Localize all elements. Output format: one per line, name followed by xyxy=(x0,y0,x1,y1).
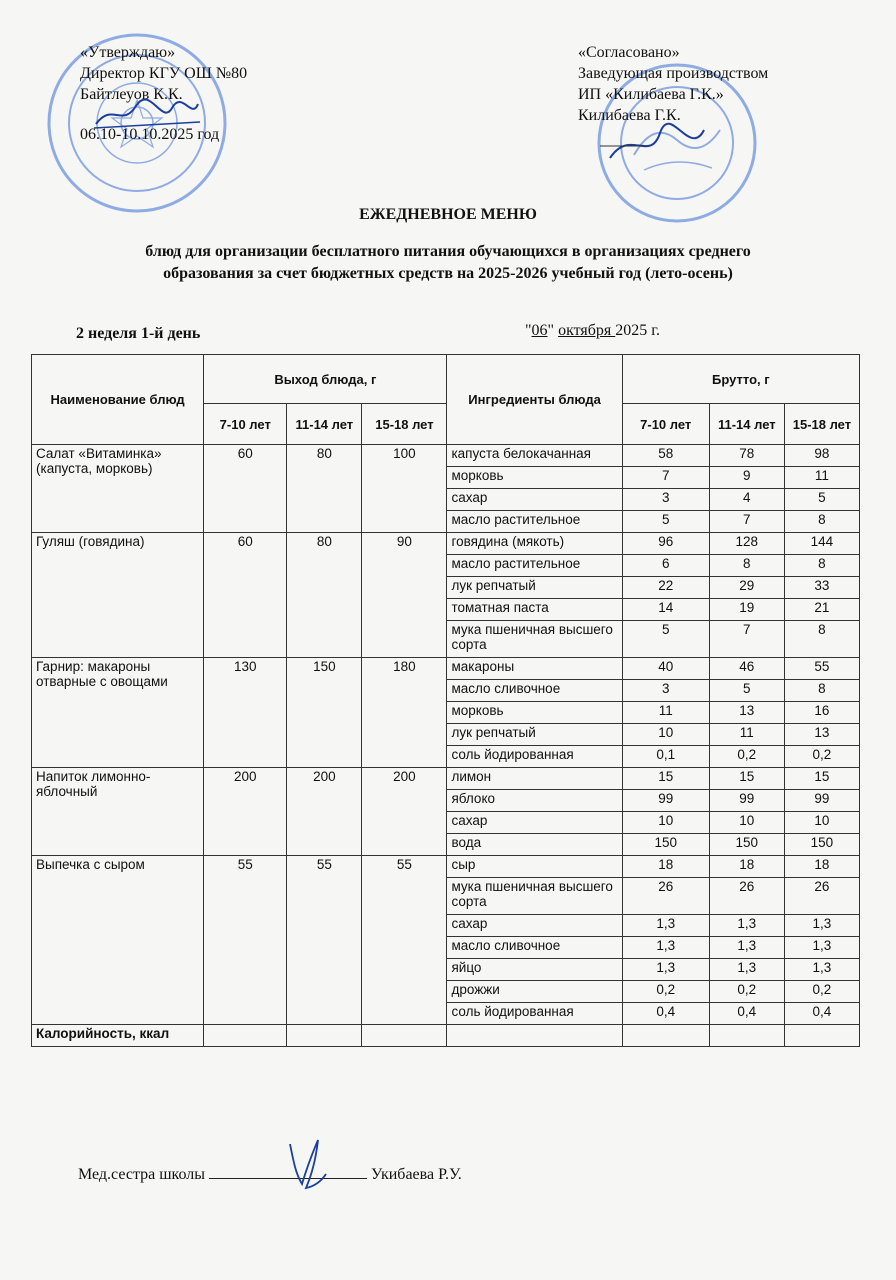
gross-value: 7 xyxy=(622,467,709,489)
date-year: 2025 г. xyxy=(615,322,661,339)
table-row xyxy=(32,658,860,680)
gross-value: 0,2 xyxy=(784,981,859,1003)
dish-output-value: 200 xyxy=(204,768,287,856)
ingredient-name: капуста белокачанная xyxy=(447,445,622,467)
dish-name: Выпечка с сыром xyxy=(32,856,204,1025)
gross-value: 7 xyxy=(709,621,784,658)
subtitle-line-1: блюд для организации бесплатного питания обучающихся в организациях среднего xyxy=(145,243,751,260)
gross-value: 26 xyxy=(709,878,784,915)
gross-value: 5 xyxy=(622,511,709,533)
dish-output-value: 150 xyxy=(287,658,362,768)
ingredient-name: вода xyxy=(447,834,622,856)
gross-value: 1,3 xyxy=(622,937,709,959)
gross-value: 0,2 xyxy=(709,981,784,1003)
gross-value: 8 xyxy=(784,680,859,702)
table-row xyxy=(32,856,860,878)
ingredient-name: сахар xyxy=(447,812,622,834)
calories-row xyxy=(32,1025,860,1047)
gross-value: 3 xyxy=(622,680,709,702)
nurse-name: Укибаева Р.У. xyxy=(371,1166,462,1183)
gross-value: 22 xyxy=(622,577,709,599)
gross-value: 0,2 xyxy=(709,746,784,768)
gross-value: 8 xyxy=(709,555,784,577)
gross-value: 9 xyxy=(709,467,784,489)
calories-cell xyxy=(204,1025,287,1047)
dish-output-value: 60 xyxy=(204,533,287,658)
ingredient-name: мука пшеничная высшего сорта xyxy=(447,621,622,658)
agreement-block xyxy=(578,42,768,126)
ingredient-name: яблоко xyxy=(447,790,622,812)
ingredient-name: говядина (мякоть) xyxy=(447,533,622,555)
date-month: октября xyxy=(558,322,616,339)
gross-value: 1,3 xyxy=(784,959,859,981)
gross-value: 5 xyxy=(622,621,709,658)
dish-name: Напиток лимонно-яблочный xyxy=(32,768,204,856)
gross-value: 1,3 xyxy=(784,915,859,937)
dish-name: Салат «Витаминка» (капуста, морковь) xyxy=(32,445,204,533)
gross-value: 10 xyxy=(622,812,709,834)
dish-output-value: 130 xyxy=(204,658,287,768)
dish-output-value: 180 xyxy=(362,658,447,768)
gross-value: 18 xyxy=(709,856,784,878)
header-out-age-7-10: 7-10 лет xyxy=(204,404,287,445)
gross-value: 13 xyxy=(784,724,859,746)
gross-value: 58 xyxy=(622,445,709,467)
gross-value: 18 xyxy=(622,856,709,878)
gross-value: 6 xyxy=(622,555,709,577)
gross-value: 40 xyxy=(622,658,709,680)
header-gross: Брутто, г xyxy=(622,355,859,404)
gross-value: 1,3 xyxy=(622,959,709,981)
director-signature xyxy=(92,98,202,132)
date-day: 06 xyxy=(531,322,548,339)
gross-value: 21 xyxy=(784,599,859,621)
gross-value: 150 xyxy=(622,834,709,856)
dish-output-value: 80 xyxy=(287,533,362,658)
calories-cell xyxy=(622,1025,709,1047)
dish-output-value: 200 xyxy=(362,768,447,856)
ingredient-name: лимон xyxy=(447,768,622,790)
table-row xyxy=(32,445,860,467)
agree-position: Заведующая производством xyxy=(578,65,769,82)
header-dish: Наименование блюд xyxy=(32,355,204,445)
gross-value: 0,2 xyxy=(784,746,859,768)
document-subtitle xyxy=(0,241,896,285)
gross-value: 8 xyxy=(784,621,859,658)
gross-value: 10 xyxy=(709,812,784,834)
document-title: ЕЖЕДНЕВНОЕ МЕНЮ xyxy=(359,206,537,223)
gross-value: 26 xyxy=(784,878,859,915)
gross-value: 10 xyxy=(622,724,709,746)
table-row xyxy=(32,768,860,790)
agree-company: ИП «Килибаева Г.К.» xyxy=(578,86,724,103)
gross-value: 11 xyxy=(709,724,784,746)
nurse-label: Мед.сестра школы xyxy=(78,1166,206,1183)
gross-value: 5 xyxy=(784,489,859,511)
ingredient-name: томатная паста xyxy=(447,599,622,621)
gross-value: 98 xyxy=(784,445,859,467)
menu-table-body xyxy=(32,445,860,1047)
gross-value: 96 xyxy=(622,533,709,555)
ingredient-name: яйцо xyxy=(447,959,622,981)
gross-value: 4 xyxy=(709,489,784,511)
header-gross-age-15-18: 15-18 лет xyxy=(784,404,859,445)
calories-cell xyxy=(784,1025,859,1047)
gross-value: 1,3 xyxy=(709,959,784,981)
dish-output-value: 80 xyxy=(287,445,362,533)
gross-value: 99 xyxy=(709,790,784,812)
gross-value: 11 xyxy=(622,702,709,724)
ingredient-name: лук репчатый xyxy=(447,577,622,599)
gross-value: 8 xyxy=(784,555,859,577)
dish-output-value: 90 xyxy=(362,533,447,658)
ingredient-name: сыр xyxy=(447,856,622,878)
gross-value: 1,3 xyxy=(709,915,784,937)
gross-value: 1,3 xyxy=(709,937,784,959)
ingredient-name: мука пшеничная высшего сорта xyxy=(447,878,622,915)
table-row xyxy=(32,533,860,555)
gross-value: 7 xyxy=(709,511,784,533)
nurse-signature xyxy=(282,1134,332,1196)
ingredient-name: морковь xyxy=(447,702,622,724)
gross-value: 55 xyxy=(784,658,859,680)
gross-value: 16 xyxy=(784,702,859,724)
ingredient-name: дрожжи xyxy=(447,981,622,1003)
dish-output-value: 55 xyxy=(287,856,362,1025)
ingredient-name: морковь xyxy=(447,467,622,489)
dish-output-value: 55 xyxy=(204,856,287,1025)
gross-value: 1,3 xyxy=(622,915,709,937)
gross-value: 14 xyxy=(622,599,709,621)
menu-date xyxy=(525,322,660,340)
header-output: Выход блюда, г xyxy=(204,355,447,404)
dish-output-value: 60 xyxy=(204,445,287,533)
header-gross-age-7-10: 7-10 лет xyxy=(622,404,709,445)
date-quote-open: " xyxy=(525,322,532,339)
ingredient-name: сахар xyxy=(447,915,622,937)
ingredient-name: масло растительное xyxy=(447,511,622,533)
approve-dates: 06.10-10.10.2025 год xyxy=(80,126,220,143)
calories-cell xyxy=(362,1025,447,1047)
gross-value: 8 xyxy=(784,511,859,533)
nurse-signature-line xyxy=(78,1164,462,1184)
ingredient-name: сахар xyxy=(447,489,622,511)
ingredient-name: масло сливочное xyxy=(447,680,622,702)
gross-value: 1,3 xyxy=(784,937,859,959)
gross-value: 150 xyxy=(784,834,859,856)
approve-position: Директор КГУ ОШ №80 xyxy=(80,65,248,82)
calories-cell xyxy=(447,1025,622,1047)
gross-value: 26 xyxy=(622,878,709,915)
ingredient-name: лук репчатый xyxy=(447,724,622,746)
header-out-age-15-18: 15-18 лет xyxy=(362,404,447,445)
gross-value: 150 xyxy=(709,834,784,856)
gross-value: 144 xyxy=(784,533,859,555)
calories-cell xyxy=(709,1025,784,1047)
gross-value: 11 xyxy=(784,467,859,489)
header-gross-age-11-14: 11-14 лет xyxy=(709,404,784,445)
menu-table xyxy=(31,354,860,1047)
gross-value: 99 xyxy=(622,790,709,812)
gross-value: 15 xyxy=(784,768,859,790)
calories-label: Калорийность, ккал xyxy=(32,1025,204,1047)
dish-output-value: 100 xyxy=(362,445,447,533)
ingredient-name: макароны xyxy=(447,658,622,680)
dish-output-value: 200 xyxy=(287,768,362,856)
gross-value: 0,4 xyxy=(622,1003,709,1025)
dish-name: Гуляш (говядина) xyxy=(32,533,204,658)
gross-value: 0,4 xyxy=(784,1003,859,1025)
gross-value: 15 xyxy=(709,768,784,790)
gross-value: 0,1 xyxy=(622,746,709,768)
approve-name: Байтлеуов К.К. xyxy=(80,86,183,103)
gross-value: 10 xyxy=(784,812,859,834)
gross-value: 99 xyxy=(784,790,859,812)
gross-value: 15 xyxy=(622,768,709,790)
gross-value: 5 xyxy=(709,680,784,702)
gross-value: 0,4 xyxy=(709,1003,784,1025)
approve-heading: «Утверждаю» xyxy=(80,44,176,61)
agree-name: Килибаева Г.К. xyxy=(578,107,681,124)
gross-value: 3 xyxy=(622,489,709,511)
dish-output-value: 55 xyxy=(362,856,447,1025)
gross-value: 13 xyxy=(709,702,784,724)
header-ingredients: Ингредиенты блюда xyxy=(447,355,622,445)
agree-heading: «Согласовано» xyxy=(578,44,680,61)
calories-cell xyxy=(287,1025,362,1047)
gross-value: 78 xyxy=(709,445,784,467)
manager-signature xyxy=(600,118,710,168)
week-day-label: 2 неделя 1-й день xyxy=(76,325,201,342)
gross-value: 128 xyxy=(709,533,784,555)
gross-value: 18 xyxy=(784,856,859,878)
subtitle-line-2: образования за счет бюджетных средств на 2025-2026 учебный год (лето-осень) xyxy=(163,265,733,282)
gross-value: 0,2 xyxy=(622,981,709,1003)
ingredient-name: соль йодированная xyxy=(447,1003,622,1025)
ingredient-name: соль йодированная xyxy=(447,746,622,768)
date-quote-close: " xyxy=(547,322,559,339)
ingredient-name: масло сливочное xyxy=(447,937,622,959)
dish-name: Гарнир: макароны отварные с овощами xyxy=(32,658,204,768)
gross-value: 19 xyxy=(709,599,784,621)
gross-value: 33 xyxy=(784,577,859,599)
ingredient-name: масло растительное xyxy=(447,555,622,577)
gross-value: 46 xyxy=(709,658,784,680)
header-out-age-11-14: 11-14 лет xyxy=(287,404,362,445)
gross-value: 29 xyxy=(709,577,784,599)
